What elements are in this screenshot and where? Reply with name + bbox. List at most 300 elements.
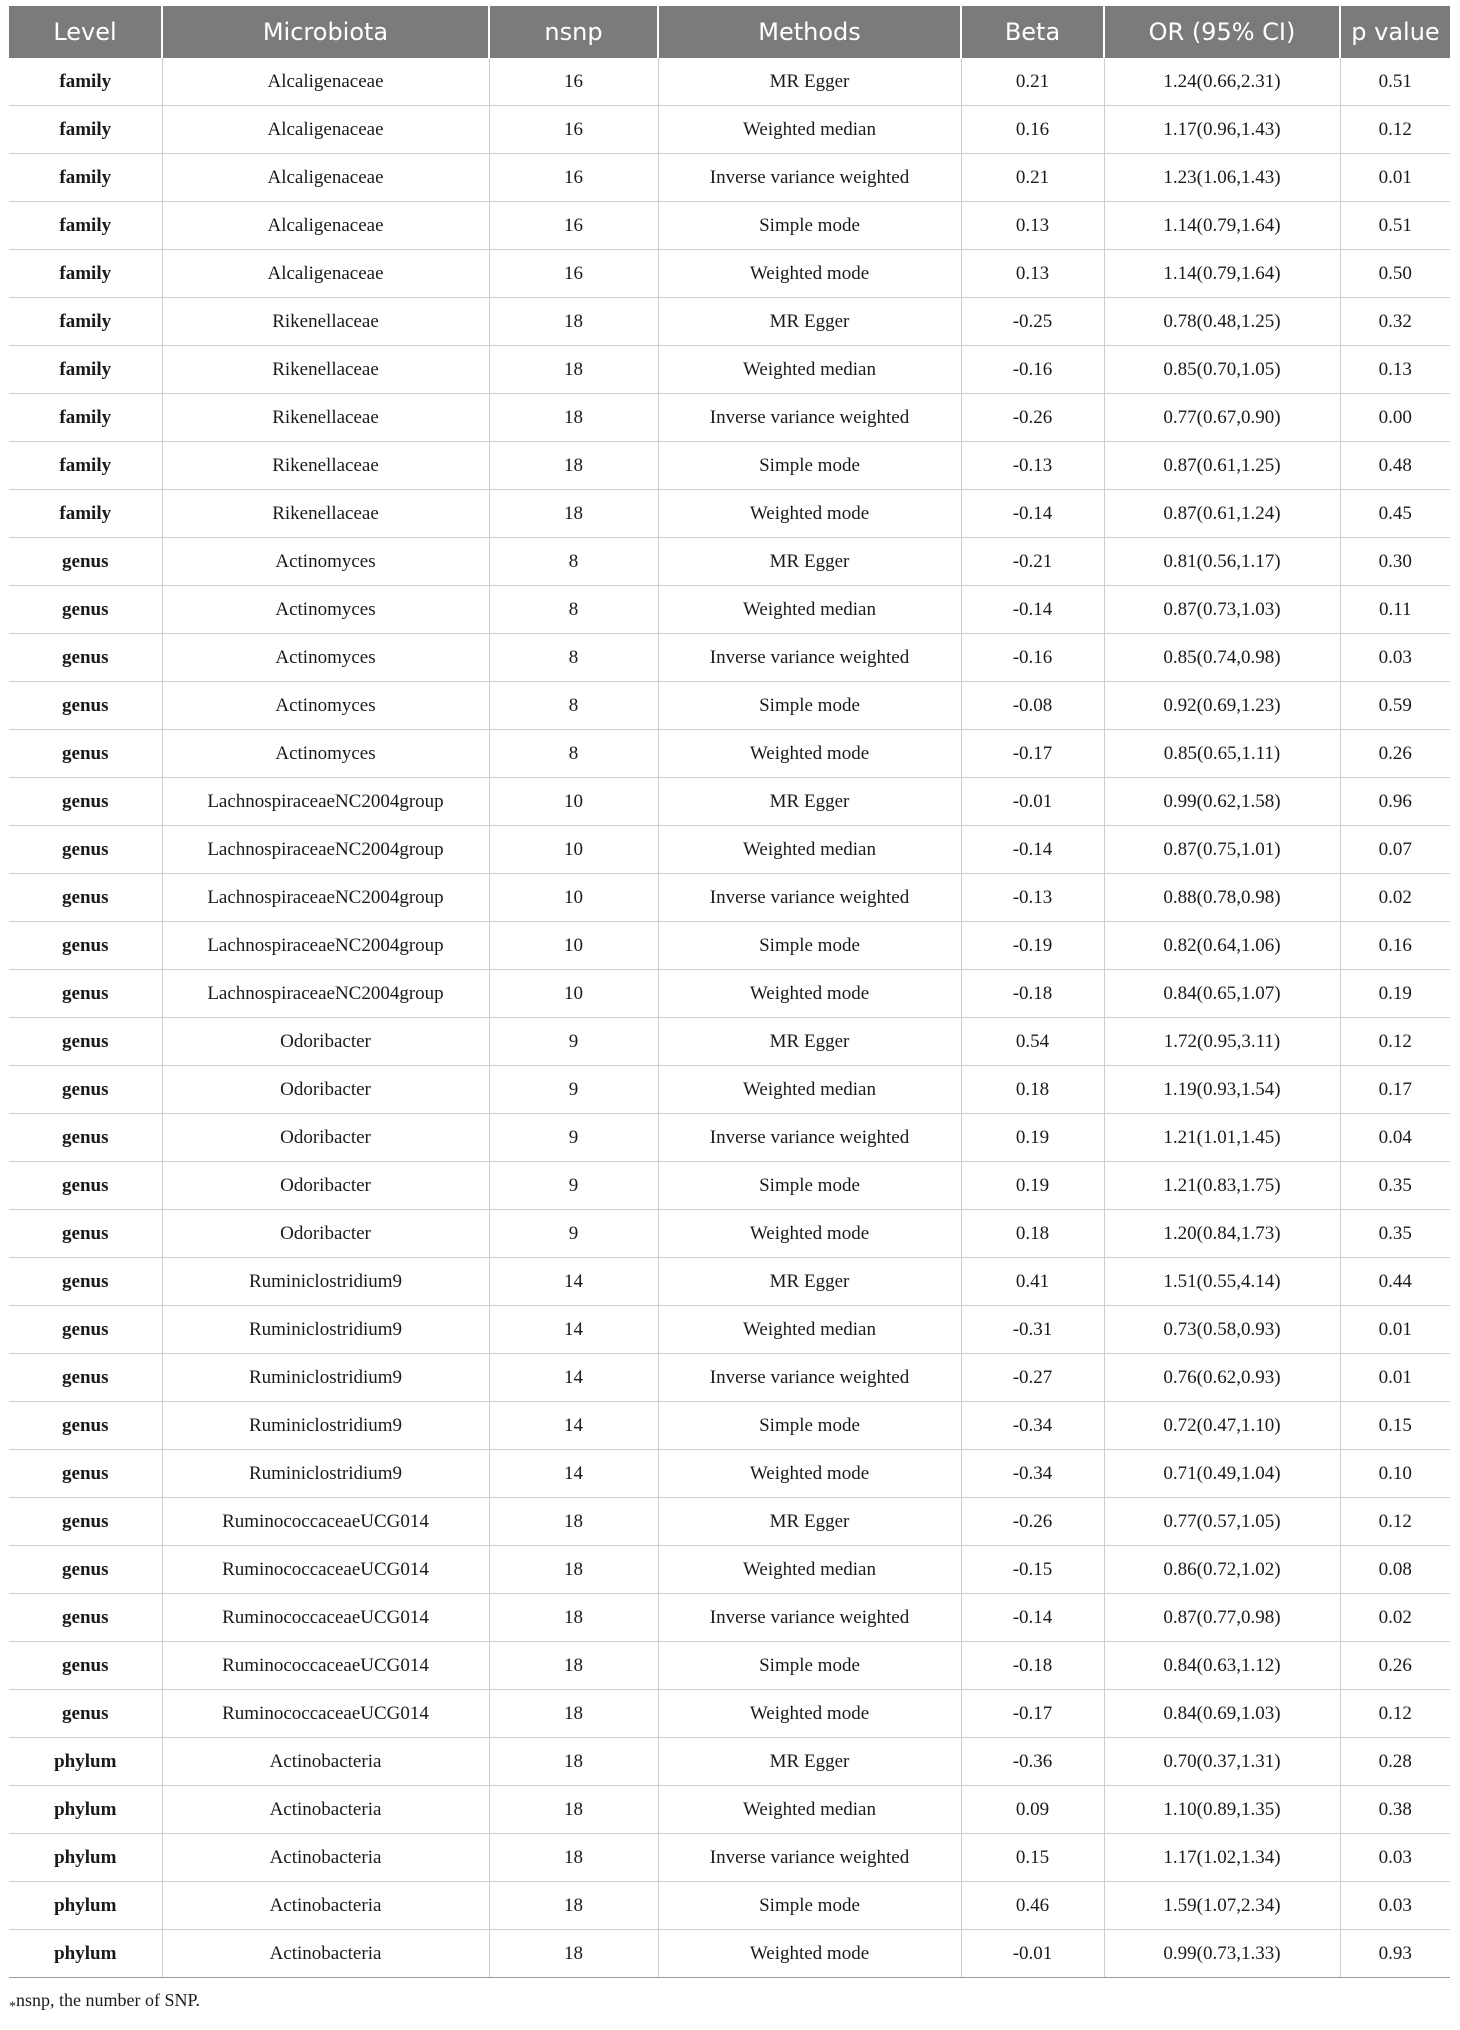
cell-method: MR Egger: [658, 1498, 961, 1546]
cell-beta: 0.21: [961, 154, 1104, 202]
table-body: [9, 58, 1450, 1978]
cell-nsnp: 9: [489, 1066, 658, 1114]
cell-p-value: 0.38: [1340, 1786, 1450, 1834]
cell-nsnp: 14: [489, 1258, 658, 1306]
cell-method: Simple mode: [658, 442, 961, 490]
cell-level: family: [9, 346, 162, 394]
cell-nsnp: 10: [489, 778, 658, 826]
header-level: Level: [9, 6, 162, 58]
cell-beta: 0.13: [961, 202, 1104, 250]
cell-p-value: 0.26: [1340, 1642, 1450, 1690]
cell-method: Weighted median: [658, 1786, 961, 1834]
cell-beta: -0.01: [961, 778, 1104, 826]
cell-nsnp: 8: [489, 682, 658, 730]
cell-p-value: 0.02: [1340, 1594, 1450, 1642]
cell-method: Inverse variance weighted: [658, 1354, 961, 1402]
cell-p-value: 0.08: [1340, 1546, 1450, 1594]
cell-method: Weighted mode: [658, 1450, 961, 1498]
cell-beta: -0.01: [961, 1930, 1104, 1978]
cell-p-value: 0.93: [1340, 1930, 1450, 1978]
cell-microbiota: Actinomyces: [162, 634, 489, 682]
cell-microbiota: RuminococcaceaeUCG014: [162, 1690, 489, 1738]
cell-method: Inverse variance weighted: [658, 154, 961, 202]
cell-or-ci: 0.87(0.77,0.98): [1104, 1594, 1340, 1642]
cell-microbiota: Odoribacter: [162, 1210, 489, 1258]
cell-p-value: 0.45: [1340, 490, 1450, 538]
cell-microbiota: LachnospiraceaeNC2004group: [162, 922, 489, 970]
cell-beta: 0.54: [961, 1018, 1104, 1066]
cell-level: genus: [9, 682, 162, 730]
cell-method: Inverse variance weighted: [658, 874, 961, 922]
cell-or-ci: 0.87(0.75,1.01): [1104, 826, 1340, 874]
cell-nsnp: 18: [489, 394, 658, 442]
table-row: [9, 538, 1450, 586]
cell-level: family: [9, 58, 162, 106]
cell-or-ci: 0.77(0.67,0.90): [1104, 394, 1340, 442]
cell-or-ci: 1.21(0.83,1.75): [1104, 1162, 1340, 1210]
cell-method: Inverse variance weighted: [658, 1594, 961, 1642]
cell-or-ci: 0.87(0.73,1.03): [1104, 586, 1340, 634]
cell-p-value: 0.01: [1340, 154, 1450, 202]
header-row: [9, 6, 1450, 58]
cell-p-value: 0.01: [1340, 1354, 1450, 1402]
cell-nsnp: 10: [489, 922, 658, 970]
cell-beta: -0.16: [961, 634, 1104, 682]
cell-method: Simple mode: [658, 922, 961, 970]
table-row: [9, 826, 1450, 874]
cell-p-value: 0.26: [1340, 730, 1450, 778]
cell-level: genus: [9, 1354, 162, 1402]
table-row: [9, 490, 1450, 538]
cell-beta: -0.26: [961, 1498, 1104, 1546]
cell-level: genus: [9, 1450, 162, 1498]
cell-microbiota: Rikenellaceae: [162, 346, 489, 394]
table-row: [9, 394, 1450, 442]
cell-microbiota: Actinomyces: [162, 730, 489, 778]
cell-beta: -0.17: [961, 730, 1104, 778]
cell-level: genus: [9, 1258, 162, 1306]
cell-method: MR Egger: [658, 778, 961, 826]
table-row: [9, 58, 1450, 106]
cell-or-ci: 1.21(1.01,1.45): [1104, 1114, 1340, 1162]
table-row: [9, 682, 1450, 730]
cell-nsnp: 18: [489, 1690, 658, 1738]
cell-p-value: 0.03: [1340, 1882, 1450, 1930]
cell-or-ci: 0.99(0.73,1.33): [1104, 1930, 1340, 1978]
cell-beta: -0.19: [961, 922, 1104, 970]
cell-microbiota: RuminococcaceaeUCG014: [162, 1642, 489, 1690]
cell-method: Weighted mode: [658, 730, 961, 778]
cell-level: family: [9, 154, 162, 202]
cell-nsnp: 16: [489, 106, 658, 154]
cell-or-ci: 0.73(0.58,0.93): [1104, 1306, 1340, 1354]
cell-nsnp: 9: [489, 1114, 658, 1162]
cell-method: Weighted median: [658, 346, 961, 394]
cell-nsnp: 18: [489, 1882, 658, 1930]
table-row: [9, 1450, 1450, 1498]
table-row: [9, 1354, 1450, 1402]
cell-or-ci: 1.17(1.02,1.34): [1104, 1834, 1340, 1882]
cell-p-value: 0.12: [1340, 1690, 1450, 1738]
cell-level: phylum: [9, 1834, 162, 1882]
cell-beta: 0.41: [961, 1258, 1104, 1306]
cell-p-value: 0.32: [1340, 298, 1450, 346]
cell-nsnp: 18: [489, 1594, 658, 1642]
cell-level: genus: [9, 1210, 162, 1258]
cell-level: genus: [9, 1402, 162, 1450]
cell-p-value: 0.59: [1340, 682, 1450, 730]
cell-or-ci: 0.84(0.69,1.03): [1104, 1690, 1340, 1738]
cell-p-value: 0.01: [1340, 1306, 1450, 1354]
cell-p-value: 0.02: [1340, 874, 1450, 922]
cell-or-ci: 0.71(0.49,1.04): [1104, 1450, 1340, 1498]
cell-or-ci: 0.85(0.74,0.98): [1104, 634, 1340, 682]
cell-level: genus: [9, 1498, 162, 1546]
cell-level: genus: [9, 778, 162, 826]
cell-beta: -0.14: [961, 1594, 1104, 1642]
cell-level: genus: [9, 874, 162, 922]
cell-nsnp: 10: [489, 970, 658, 1018]
cell-or-ci: 1.14(0.79,1.64): [1104, 250, 1340, 298]
cell-microbiota: RuminococcaceaeUCG014: [162, 1498, 489, 1546]
cell-method: MR Egger: [658, 58, 961, 106]
table-row: [9, 106, 1450, 154]
cell-level: family: [9, 106, 162, 154]
cell-microbiota: Alcaligenaceae: [162, 250, 489, 298]
cell-nsnp: 16: [489, 202, 658, 250]
table-row: [9, 346, 1450, 394]
cell-method: Weighted median: [658, 1066, 961, 1114]
footnote-mark: *: [9, 1999, 16, 2015]
table-row: [9, 250, 1450, 298]
table-footnote: [9, 1990, 1450, 2016]
table-row: [9, 922, 1450, 970]
cell-or-ci: 0.84(0.63,1.12): [1104, 1642, 1340, 1690]
table-row: [9, 298, 1450, 346]
cell-p-value: 0.44: [1340, 1258, 1450, 1306]
cell-beta: -0.14: [961, 490, 1104, 538]
cell-level: phylum: [9, 1786, 162, 1834]
cell-method: Simple mode: [658, 1642, 961, 1690]
cell-or-ci: 1.20(0.84,1.73): [1104, 1210, 1340, 1258]
cell-nsnp: 9: [489, 1018, 658, 1066]
cell-beta: 0.18: [961, 1066, 1104, 1114]
cell-or-ci: 1.59(1.07,2.34): [1104, 1882, 1340, 1930]
cell-level: family: [9, 442, 162, 490]
cell-beta: 0.09: [961, 1786, 1104, 1834]
cell-level: genus: [9, 1018, 162, 1066]
cell-beta: -0.26: [961, 394, 1104, 442]
cell-level: genus: [9, 1594, 162, 1642]
cell-nsnp: 8: [489, 634, 658, 682]
cell-or-ci: 0.72(0.47,1.10): [1104, 1402, 1340, 1450]
cell-level: family: [9, 298, 162, 346]
cell-or-ci: 1.14(0.79,1.64): [1104, 202, 1340, 250]
mr-results-table: [9, 6, 1450, 1978]
table-row: [9, 1690, 1450, 1738]
cell-p-value: 0.17: [1340, 1066, 1450, 1114]
cell-microbiota: Odoribacter: [162, 1066, 489, 1114]
cell-p-value: 0.00: [1340, 394, 1450, 442]
cell-or-ci: 0.86(0.72,1.02): [1104, 1546, 1340, 1594]
cell-or-ci: 0.78(0.48,1.25): [1104, 298, 1340, 346]
cell-level: phylum: [9, 1930, 162, 1978]
cell-beta: -0.18: [961, 970, 1104, 1018]
cell-nsnp: 9: [489, 1210, 658, 1258]
cell-nsnp: 18: [489, 1498, 658, 1546]
cell-level: genus: [9, 826, 162, 874]
header-p-value: p value: [1340, 6, 1450, 58]
cell-p-value: 0.35: [1340, 1162, 1450, 1210]
cell-nsnp: 14: [489, 1402, 658, 1450]
cell-level: genus: [9, 586, 162, 634]
cell-method: Inverse variance weighted: [658, 394, 961, 442]
cell-level: genus: [9, 1642, 162, 1690]
cell-microbiota: Rikenellaceae: [162, 394, 489, 442]
cell-method: MR Egger: [658, 1258, 961, 1306]
cell-microbiota: Ruminiclostridium9: [162, 1354, 489, 1402]
cell-p-value: 0.35: [1340, 1210, 1450, 1258]
cell-nsnp: 8: [489, 586, 658, 634]
cell-nsnp: 18: [489, 1642, 658, 1690]
cell-microbiota: Odoribacter: [162, 1162, 489, 1210]
cell-nsnp: 9: [489, 1162, 658, 1210]
header-microbiota: Microbiota: [162, 6, 489, 58]
cell-p-value: 0.96: [1340, 778, 1450, 826]
cell-beta: 0.21: [961, 58, 1104, 106]
cell-p-value: 0.15: [1340, 1402, 1450, 1450]
table-row: [9, 442, 1450, 490]
cell-microbiota: Actinobacteria: [162, 1786, 489, 1834]
cell-nsnp: 16: [489, 250, 658, 298]
cell-or-ci: 0.99(0.62,1.58): [1104, 778, 1340, 826]
cell-microbiota: Alcaligenaceae: [162, 106, 489, 154]
cell-p-value: 0.51: [1340, 202, 1450, 250]
cell-microbiota: Alcaligenaceae: [162, 58, 489, 106]
table-row: [9, 1882, 1450, 1930]
cell-beta: -0.17: [961, 1690, 1104, 1738]
cell-beta: 0.19: [961, 1162, 1104, 1210]
cell-beta: -0.15: [961, 1546, 1104, 1594]
cell-or-ci: 0.87(0.61,1.25): [1104, 442, 1340, 490]
table-row: [9, 1114, 1450, 1162]
table-row: [9, 1738, 1450, 1786]
cell-or-ci: 0.85(0.65,1.11): [1104, 730, 1340, 778]
cell-method: MR Egger: [658, 1738, 961, 1786]
cell-level: genus: [9, 1546, 162, 1594]
cell-method: Weighted median: [658, 1306, 961, 1354]
cell-nsnp: 10: [489, 874, 658, 922]
cell-method: MR Egger: [658, 298, 961, 346]
table-row: [9, 1018, 1450, 1066]
cell-method: Simple mode: [658, 1162, 961, 1210]
cell-method: Simple mode: [658, 202, 961, 250]
cell-method: Weighted mode: [658, 490, 961, 538]
cell-microbiota: RuminococcaceaeUCG014: [162, 1594, 489, 1642]
cell-p-value: 0.48: [1340, 442, 1450, 490]
table-row: [9, 586, 1450, 634]
cell-or-ci: 0.81(0.56,1.17): [1104, 538, 1340, 586]
cell-microbiota: Actinobacteria: [162, 1738, 489, 1786]
cell-level: genus: [9, 538, 162, 586]
document-sheet: [9, 6, 1450, 2016]
cell-microbiota: Alcaligenaceae: [162, 154, 489, 202]
table-row: [9, 1498, 1450, 1546]
cell-nsnp: 14: [489, 1354, 658, 1402]
cell-or-ci: 0.70(0.37,1.31): [1104, 1738, 1340, 1786]
cell-level: family: [9, 394, 162, 442]
cell-beta: -0.21: [961, 538, 1104, 586]
cell-microbiota: LachnospiraceaeNC2004group: [162, 970, 489, 1018]
cell-beta: -0.08: [961, 682, 1104, 730]
cell-or-ci: 0.92(0.69,1.23): [1104, 682, 1340, 730]
cell-or-ci: 0.85(0.70,1.05): [1104, 346, 1340, 394]
cell-nsnp: 18: [489, 1834, 658, 1882]
cell-beta: -0.36: [961, 1738, 1104, 1786]
cell-beta: -0.13: [961, 442, 1104, 490]
cell-level: phylum: [9, 1738, 162, 1786]
cell-level: genus: [9, 1690, 162, 1738]
table-row: [9, 874, 1450, 922]
cell-nsnp: 18: [489, 1930, 658, 1978]
cell-beta: -0.16: [961, 346, 1104, 394]
table-row: [9, 730, 1450, 778]
table-header: [9, 6, 1450, 58]
cell-p-value: 0.12: [1340, 1498, 1450, 1546]
cell-method: Inverse variance weighted: [658, 1114, 961, 1162]
cell-p-value: 0.28: [1340, 1738, 1450, 1786]
cell-level: phylum: [9, 1882, 162, 1930]
table-row: [9, 1162, 1450, 1210]
cell-microbiota: Odoribacter: [162, 1114, 489, 1162]
cell-nsnp: 8: [489, 730, 658, 778]
cell-level: family: [9, 202, 162, 250]
cell-or-ci: 1.19(0.93,1.54): [1104, 1066, 1340, 1114]
cell-beta: -0.14: [961, 826, 1104, 874]
cell-microbiota: LachnospiraceaeNC2004group: [162, 778, 489, 826]
cell-nsnp: 14: [489, 1306, 658, 1354]
cell-level: genus: [9, 1306, 162, 1354]
cell-method: MR Egger: [658, 538, 961, 586]
cell-beta: -0.34: [961, 1450, 1104, 1498]
cell-nsnp: 18: [489, 442, 658, 490]
table-row: [9, 1594, 1450, 1642]
cell-microbiota: Ruminiclostridium9: [162, 1402, 489, 1450]
cell-p-value: 0.30: [1340, 538, 1450, 586]
footnote-text: nsnp, the number of SNP.: [16, 1990, 200, 2010]
cell-method: Weighted mode: [658, 1690, 961, 1738]
table-row: [9, 1210, 1450, 1258]
cell-nsnp: 8: [489, 538, 658, 586]
cell-nsnp: 10: [489, 826, 658, 874]
cell-or-ci: 1.72(0.95,3.11): [1104, 1018, 1340, 1066]
cell-microbiota: Rikenellaceae: [162, 442, 489, 490]
cell-level: genus: [9, 634, 162, 682]
cell-p-value: 0.50: [1340, 250, 1450, 298]
cell-microbiota: Odoribacter: [162, 1018, 489, 1066]
cell-method: Simple mode: [658, 682, 961, 730]
cell-p-value: 0.03: [1340, 634, 1450, 682]
cell-method: Simple mode: [658, 1882, 961, 1930]
cell-method: Inverse variance weighted: [658, 634, 961, 682]
cell-or-ci: 1.51(0.55,4.14): [1104, 1258, 1340, 1306]
cell-level: family: [9, 490, 162, 538]
table-row: [9, 1834, 1450, 1882]
cell-method: Weighted median: [658, 106, 961, 154]
cell-p-value: 0.11: [1340, 586, 1450, 634]
cell-beta: 0.18: [961, 1210, 1104, 1258]
cell-beta: 0.46: [961, 1882, 1104, 1930]
table-row: [9, 1306, 1450, 1354]
cell-method: Weighted median: [658, 826, 961, 874]
cell-beta: -0.31: [961, 1306, 1104, 1354]
cell-level: genus: [9, 970, 162, 1018]
cell-or-ci: 0.84(0.65,1.07): [1104, 970, 1340, 1018]
cell-method: Weighted median: [658, 586, 961, 634]
table-row: [9, 202, 1450, 250]
cell-microbiota: Ruminiclostridium9: [162, 1306, 489, 1354]
cell-p-value: 0.03: [1340, 1834, 1450, 1882]
cell-level: genus: [9, 1162, 162, 1210]
cell-nsnp: 18: [489, 1546, 658, 1594]
cell-method: Weighted mode: [658, 1210, 961, 1258]
header-beta: Beta: [961, 6, 1104, 58]
cell-microbiota: Ruminiclostridium9: [162, 1450, 489, 1498]
table-row: [9, 1930, 1450, 1978]
cell-microbiota: Actinobacteria: [162, 1882, 489, 1930]
table-row: [9, 1402, 1450, 1450]
cell-p-value: 0.04: [1340, 1114, 1450, 1162]
cell-method: Weighted mode: [658, 1930, 961, 1978]
table-row: [9, 778, 1450, 826]
cell-beta: -0.25: [961, 298, 1104, 346]
cell-level: family: [9, 250, 162, 298]
table-row: [9, 1258, 1450, 1306]
cell-level: genus: [9, 1114, 162, 1162]
cell-microbiota: Actinobacteria: [162, 1930, 489, 1978]
cell-nsnp: 18: [489, 346, 658, 394]
cell-or-ci: 1.23(1.06,1.43): [1104, 154, 1340, 202]
cell-beta: -0.27: [961, 1354, 1104, 1402]
cell-level: genus: [9, 730, 162, 778]
cell-microbiota: Actinomyces: [162, 538, 489, 586]
cell-beta: 0.13: [961, 250, 1104, 298]
header-methods: Methods: [658, 6, 961, 58]
cell-p-value: 0.07: [1340, 826, 1450, 874]
cell-beta: -0.34: [961, 1402, 1104, 1450]
cell-microbiota: Actinomyces: [162, 586, 489, 634]
cell-method: MR Egger: [658, 1018, 961, 1066]
cell-microbiota: Rikenellaceae: [162, 490, 489, 538]
cell-nsnp: 18: [489, 1786, 658, 1834]
table-row: [9, 634, 1450, 682]
cell-beta: -0.13: [961, 874, 1104, 922]
cell-microbiota: LachnospiraceaeNC2004group: [162, 874, 489, 922]
cell-method: Inverse variance weighted: [658, 1834, 961, 1882]
cell-or-ci: 0.87(0.61,1.24): [1104, 490, 1340, 538]
cell-or-ci: 0.82(0.64,1.06): [1104, 922, 1340, 970]
cell-method: Simple mode: [658, 1402, 961, 1450]
cell-microbiota: RuminococcaceaeUCG014: [162, 1546, 489, 1594]
cell-microbiota: Actinobacteria: [162, 1834, 489, 1882]
table-row: [9, 970, 1450, 1018]
cell-method: Weighted median: [658, 1546, 961, 1594]
cell-or-ci: 1.10(0.89,1.35): [1104, 1786, 1340, 1834]
cell-microbiota: Actinomyces: [162, 682, 489, 730]
cell-p-value: 0.16: [1340, 922, 1450, 970]
cell-nsnp: 18: [489, 490, 658, 538]
cell-or-ci: 0.76(0.62,0.93): [1104, 1354, 1340, 1402]
